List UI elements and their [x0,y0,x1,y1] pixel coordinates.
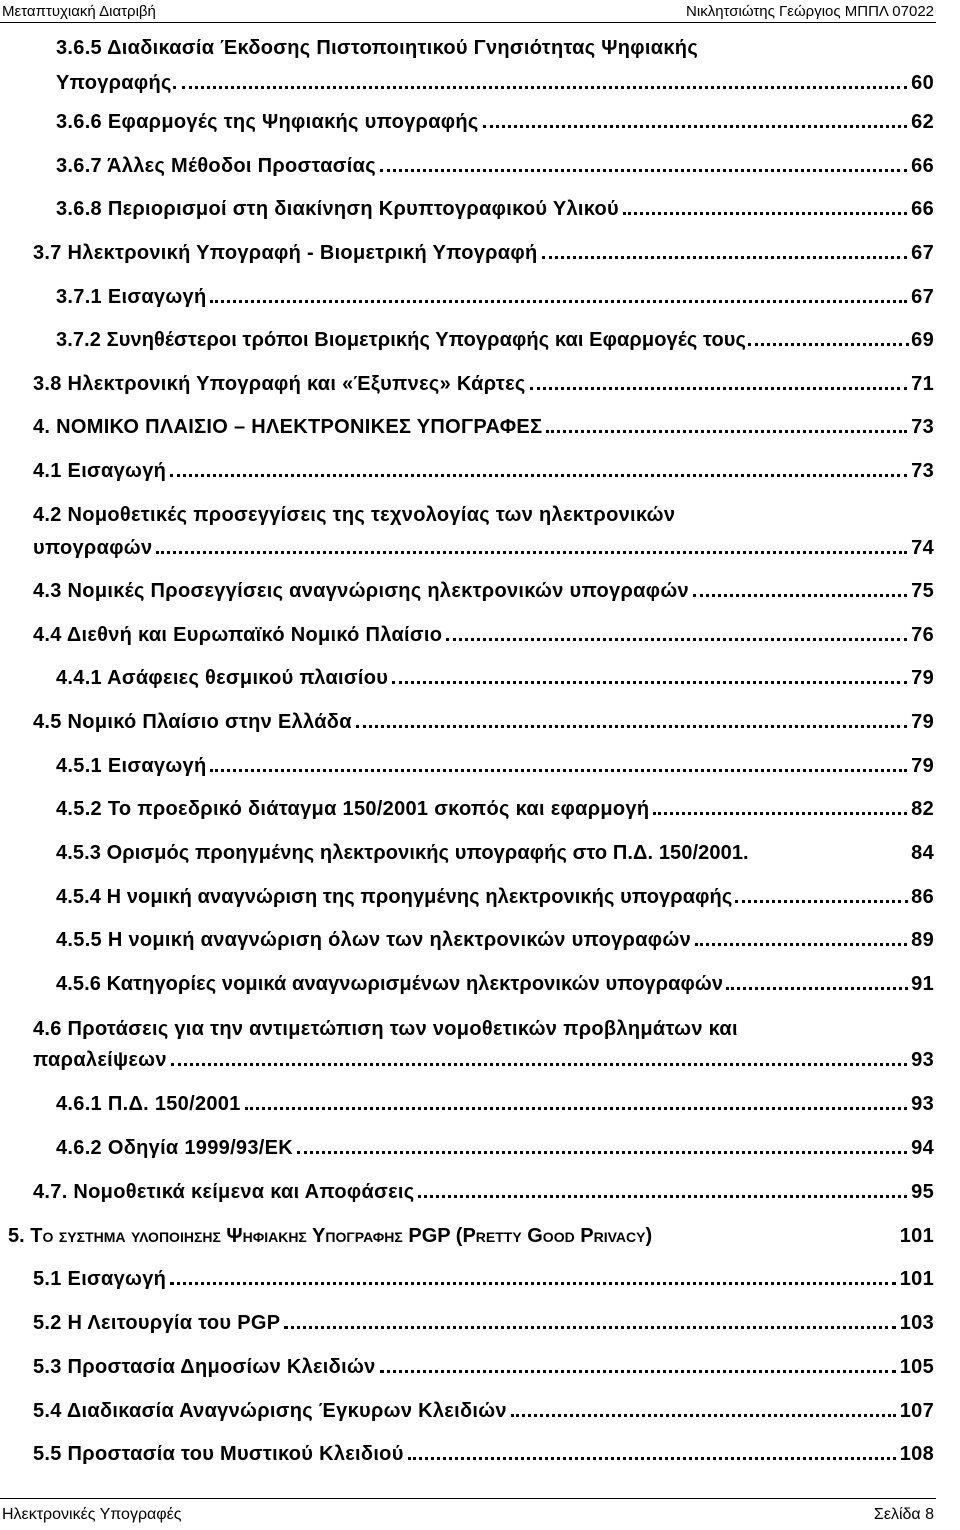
toc-leader-dots [653,812,907,815]
page-number: Σελίδα 8 [873,1506,934,1523]
toc-entry-page: 71 [911,373,934,395]
toc-entry-title: 4.5.2 Το προεδρικό διάταγμα 150/2001 σκοπός και εφαρμογή [56,798,650,820]
toc-entry-page: 101 [899,1268,934,1290]
toc-entry[interactable] [33,1016,934,1073]
toc-entry[interactable] [56,1135,934,1161]
toc-entry-title: 4.7. Νομοθετικά κείμενα και Αποφάσεις [33,1181,415,1203]
toc-entry-page: 84 [911,842,934,864]
toc-entry-title: 4.5.4 Η νομική αναγνώριση της προηγμένης ηλεκτρονικής υπογραφής [56,886,733,908]
toc-entry[interactable] [56,327,934,353]
toc-entry-title: 5.3 Προστασία Δημοσίων Κλειδιών [33,1356,376,1378]
toc-entry-title: 5.4 Διαδικασία Αναγνώρισης Έγκυρων Κλειδιών [33,1400,507,1422]
toc-entry-first-line: 3.6.5 Διαδικασία Έκδοσης Πιστοποιητικού Γνησιότητας Ψηφιακής [56,37,699,59]
toc-entry[interactable] [33,1310,934,1336]
toc-entry-title: 3.6.7 Άλλες Μέθοδοι Προστασίας [56,155,376,177]
toc-entry-title: 4.6.2 Οδηγία 1999/93/ΕΚ [56,1137,294,1159]
toc-entry[interactable] [56,840,934,866]
toc-entry-page: 86 [911,886,934,908]
toc-entry-page: 75 [911,580,934,602]
toc-entry[interactable] [56,109,934,135]
toc-leader-dots [530,387,908,390]
toc-entry-first-line: 4.2 Νομοθετικές προσεγγίσεις της τεχνολογίας των ηλεκτρονικών [33,504,676,526]
toc-entry-page: 67 [911,242,934,264]
toc-entry[interactable] [56,971,934,997]
toc-entry[interactable] [33,1441,934,1467]
toc-entry[interactable] [56,796,934,822]
toc-entry-title: 4.6.1 Π.Δ. 150/2001 [56,1093,241,1115]
toc-entry-page: 73 [911,460,934,482]
toc-leader-dots [735,900,908,903]
toc-entry-title: 5.5 Προστασία του Μυστικού Κλειδιού [33,1443,404,1465]
toc-leader-dots [511,1414,896,1417]
toc-leader-dots [695,943,907,946]
toc-entry-title: 3.8 Ηλεκτρονική Υπογραφή και «Έξυπνες» Κάρτες [33,373,526,395]
toc-entry-title: 3.6.8 Περιορισμοί στη διακίνηση Κρυπτογραφικού Υλικού [56,198,619,220]
toc-entry-page: 94 [911,1137,934,1159]
toc-entry[interactable] [56,753,934,779]
toc-leader-dots [297,1151,907,1154]
toc-entry-title: 3.6.6 Εφαρμογές της Ψηφιακής υπογραφής [56,111,479,133]
toc-entry-title: 5.2 Η Λειτουργία του PGP [33,1312,281,1334]
toc-leader-dots [693,594,907,597]
toc-entry-title: 4.5.5 Η νομική αναγνώριση όλων των ηλεκτρονικών υπογραφών [56,929,692,951]
toc-entry-page: 108 [899,1443,934,1465]
toc-entry-page: 69 [911,329,934,351]
toc-entry-page: 82 [911,798,934,820]
toc-entry-page: 66 [911,155,934,177]
toc-entry-page: 107 [899,1400,934,1422]
toc-entry-title: 4.1 Εισαγωγή [33,460,167,482]
toc-entry-title: υπογραφών [33,537,153,559]
footer-left-text: Ηλεκτρονικές Υπογραφές [2,1506,182,1523]
toc-entry-page: 95 [911,1181,934,1203]
toc-entry[interactable] [56,284,934,310]
toc-entry[interactable] [33,1354,934,1380]
toc-entry[interactable] [56,35,934,96]
toc-entry[interactable] [33,709,934,735]
toc-entry[interactable] [33,458,934,484]
toc-entry-page: 93 [911,1093,934,1115]
toc-entry-title: Υπογραφής. [56,72,178,94]
toc-entry-title: 3.7.1 Εισαγωγή [56,286,207,308]
toc-entry-page: 62 [911,111,934,133]
toc-entry-page: 105 [899,1356,934,1378]
toc-entry[interactable] [56,927,934,953]
footer-rule [0,1498,936,1499]
toc-leader-dots [182,86,908,89]
header-rule [0,22,936,23]
toc-leader-dots [726,987,908,990]
toc-entry-first-line: 4.6 Προτάσεις για την αντιμετώπιση των νομοθετικών προβλημάτων και [33,1018,738,1040]
toc-leader-dots [170,1282,896,1285]
page-header [0,0,960,24]
toc-entry-page: 73 [911,416,934,438]
toc-entry-page: 60 [911,72,934,94]
toc-entry-page: 79 [911,667,934,689]
toc-leader-dots [380,1370,896,1373]
toc-leader-dots [483,125,908,128]
header-left-text: Μεταπτυχιακή Διατριβή [2,3,156,20]
toc-entry[interactable] [56,196,934,222]
toc-leader-dots [210,769,907,772]
page-footer [0,1498,960,1530]
toc-entry-title: 4.5.3 Ορισμός προηγμένης ηλεκτρονικής υπογραφής στο Π.Δ. 150/2001. [56,842,749,864]
toc-leader-dots [156,551,907,554]
toc-entry-page: 93 [911,1049,934,1071]
toc-entry[interactable] [33,1398,934,1424]
toc-entry-page: 66 [911,198,934,220]
toc-entry-title: 4.3 Νομικές Προσεγγίσεις αναγνώρισης ηλεκτρονικών υπογραφών [33,580,689,602]
toc-entry[interactable] [56,884,934,910]
toc-entry[interactable] [8,1223,934,1249]
toc-entry[interactable] [33,622,934,648]
toc-leader-dots [170,474,907,477]
toc-entry[interactable] [33,502,934,561]
toc-entry-page: 79 [911,711,934,733]
toc-entry[interactable] [33,578,934,604]
toc-entry-title: παραλείψεων [33,1049,167,1071]
toc-entry-title: 3.7 Ηλεκτρονική Υπογραφή - Βιομετρική Υπογραφή [33,242,538,264]
toc-leader-dots [408,1457,896,1460]
header-right-text: Νικλητσιώτης Γεώργιος ΜΠΠΛ 07022 [686,3,934,20]
toc-entry[interactable] [56,153,934,179]
toc-leader-dots [284,1326,895,1329]
toc-entry-title: 5.1 Εισαγωγή [33,1268,167,1290]
toc-leader-dots [210,300,907,303]
toc-leader-dots [245,1107,907,1110]
toc-entry-page: 76 [911,624,934,646]
toc-leader-dots [392,681,907,684]
toc-entry-title: 4.4 Διεθνή και Ευρωπαϊκό Νομικό Πλαίσιο [33,624,443,646]
toc-entry[interactable] [56,665,934,691]
toc-entry[interactable] [33,371,934,397]
toc-leader-dots [546,430,907,433]
toc-entry[interactable] [33,1179,934,1205]
toc-leader-dots [171,1063,907,1066]
toc-leader-dots [748,343,909,346]
toc-leader-dots [623,212,907,215]
toc-leader-dots [446,638,907,641]
toc-entry[interactable] [33,414,934,440]
toc-entry-page: 79 [911,755,934,777]
toc-entry-page: 91 [911,973,934,995]
toc-entry-title: 4. ΝΟΜΙΚΟ ΠΛΑΙΣΙΟ – ΗΛΕΚΤΡΟΝΙΚΕΣ ΥΠΟΓΡΑΦΕΣ [33,416,543,438]
toc-entry-title: 4.4.1 Ασάφειες θεσμικού πλαισίου [56,667,389,689]
toc-entry[interactable] [33,1266,934,1292]
toc-leader-dots [380,169,907,172]
toc-entry-page: 103 [899,1312,934,1334]
toc-entry-title: 4.5.6 Κατηγορίες νομικά αναγνωρισμένων ηλεκτρονικών υπογραφών [56,973,724,995]
toc-leader-dots [356,725,907,728]
toc-entry-title: 3.7.2 Συνηθέστεροι τρόποι Βιομετρικής Υπογραφής και Εφαρμογές τους [56,329,747,351]
toc-entry-page: 67 [911,286,934,308]
toc-leader-dots [542,256,908,259]
toc-entry-page: 101 [899,1225,934,1247]
toc-entry-title: 4.5 Νομικό Πλαίσιο στην Ελλάδα [33,711,352,733]
toc-entry-page: 74 [911,537,934,559]
toc-entry-title: 5. Το συστημα υλοποιησης Ψηφιακης Υπογραφης PGP (Pretty Good Privacy) [8,1225,653,1247]
toc-entry-page: 89 [911,929,934,951]
toc-entry[interactable] [33,240,934,266]
toc-entry-title: 4.5.1 Εισαγωγή [56,755,207,777]
toc-entry[interactable] [56,1091,934,1117]
toc-leader-dots [418,1195,907,1198]
